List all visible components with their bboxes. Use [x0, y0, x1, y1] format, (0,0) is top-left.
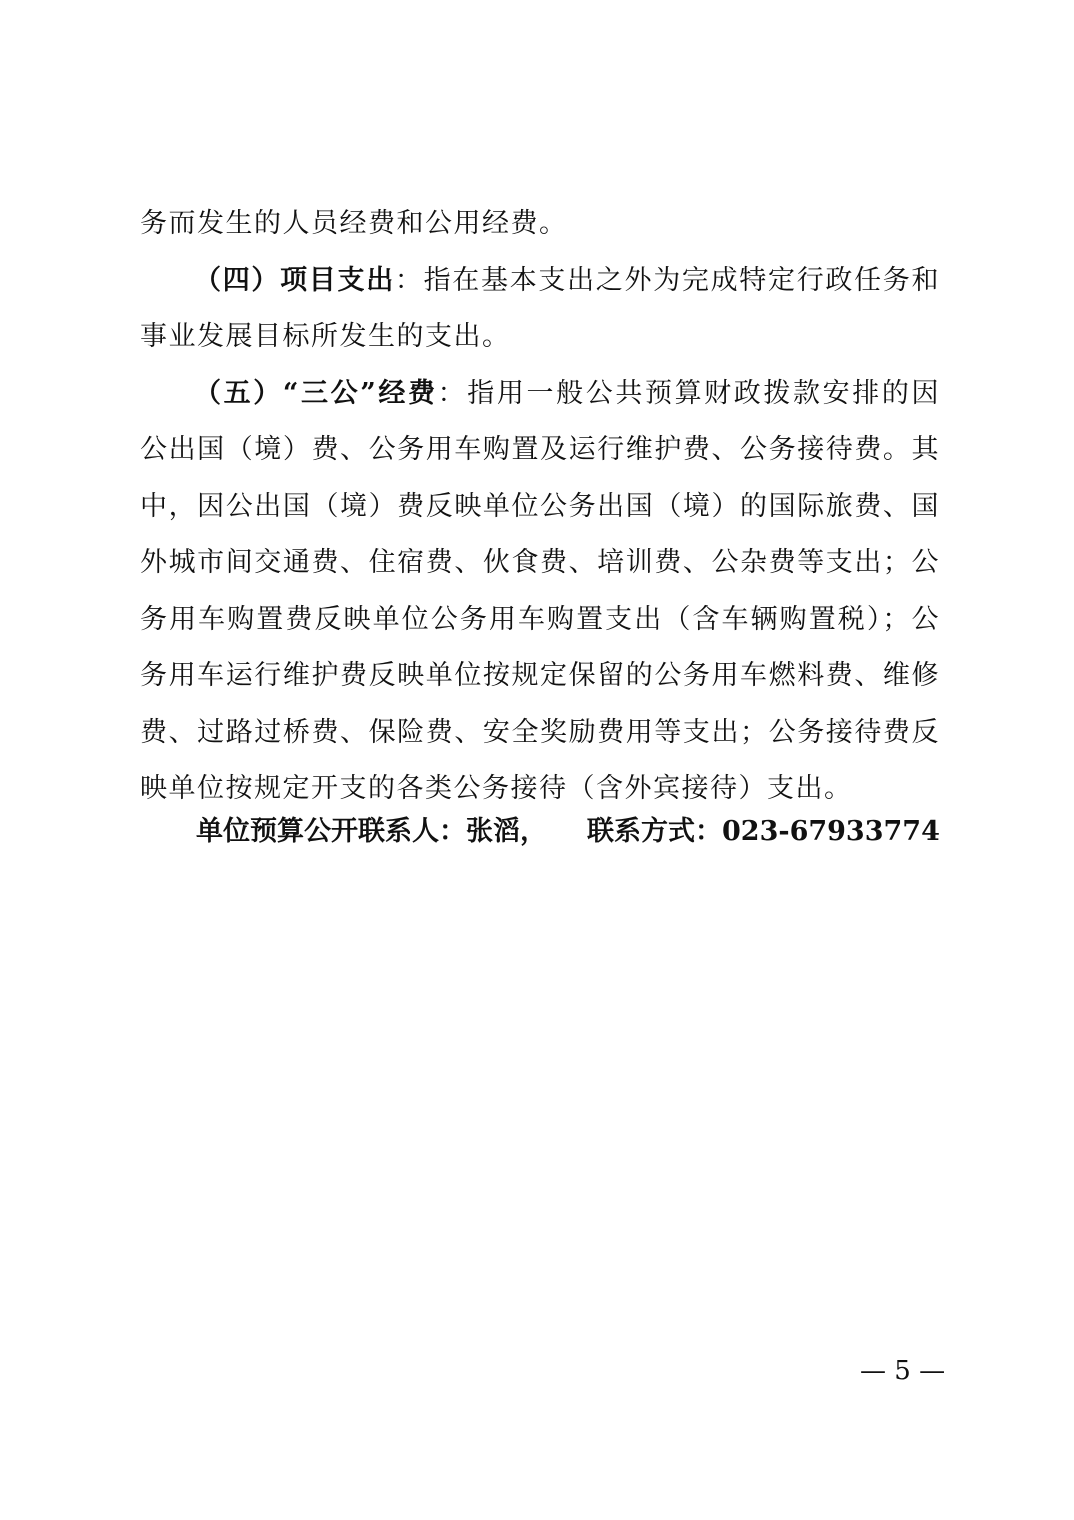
heading-three-public-expenses: （五）“三公”经费	[194, 377, 438, 409]
paragraph-three-public-expenses	[140, 366, 940, 818]
text-three-public-expenses: ：指用一般公共预算财政拨款安排的因公出国（境）费、公务用车购置及运行维护费、公务接待费。其中，因公出国（境）费反映单位公务出国（境）的国际旅费、国外城市间交通费、住宿费、伙食费、培训费、公杂费等支出；公务用车购置费反映单位公务用车购置支出（含车辆购置税）；公务用车运行维护费反映单位按规定保留的公务用车燃料费、维修费、过路过桥费、保险费、安全奖励费用等支出；公务接待费反映单位按规定开支的各类公务接待（含外宾接待）支出。	[140, 377, 941, 804]
text-project-expenditure: ：指在基本支出之外为完成特定行政任务和事业发展目标所发生的支出。	[140, 264, 941, 352]
heading-project-expenditure: （四）项目支出	[194, 264, 395, 296]
paragraph-project-expenditure	[140, 253, 940, 366]
contact-phone: 联系方式：023-67933774	[587, 816, 940, 847]
paragraph-continuation: 务而发生的人员经费和公用经费。	[140, 208, 568, 239]
contact-line	[196, 804, 956, 860]
page-number: — 5 —	[860, 1356, 946, 1386]
body-text	[140, 196, 940, 818]
contact-person: 单位预算公开联系人：张滔，	[196, 816, 547, 847]
